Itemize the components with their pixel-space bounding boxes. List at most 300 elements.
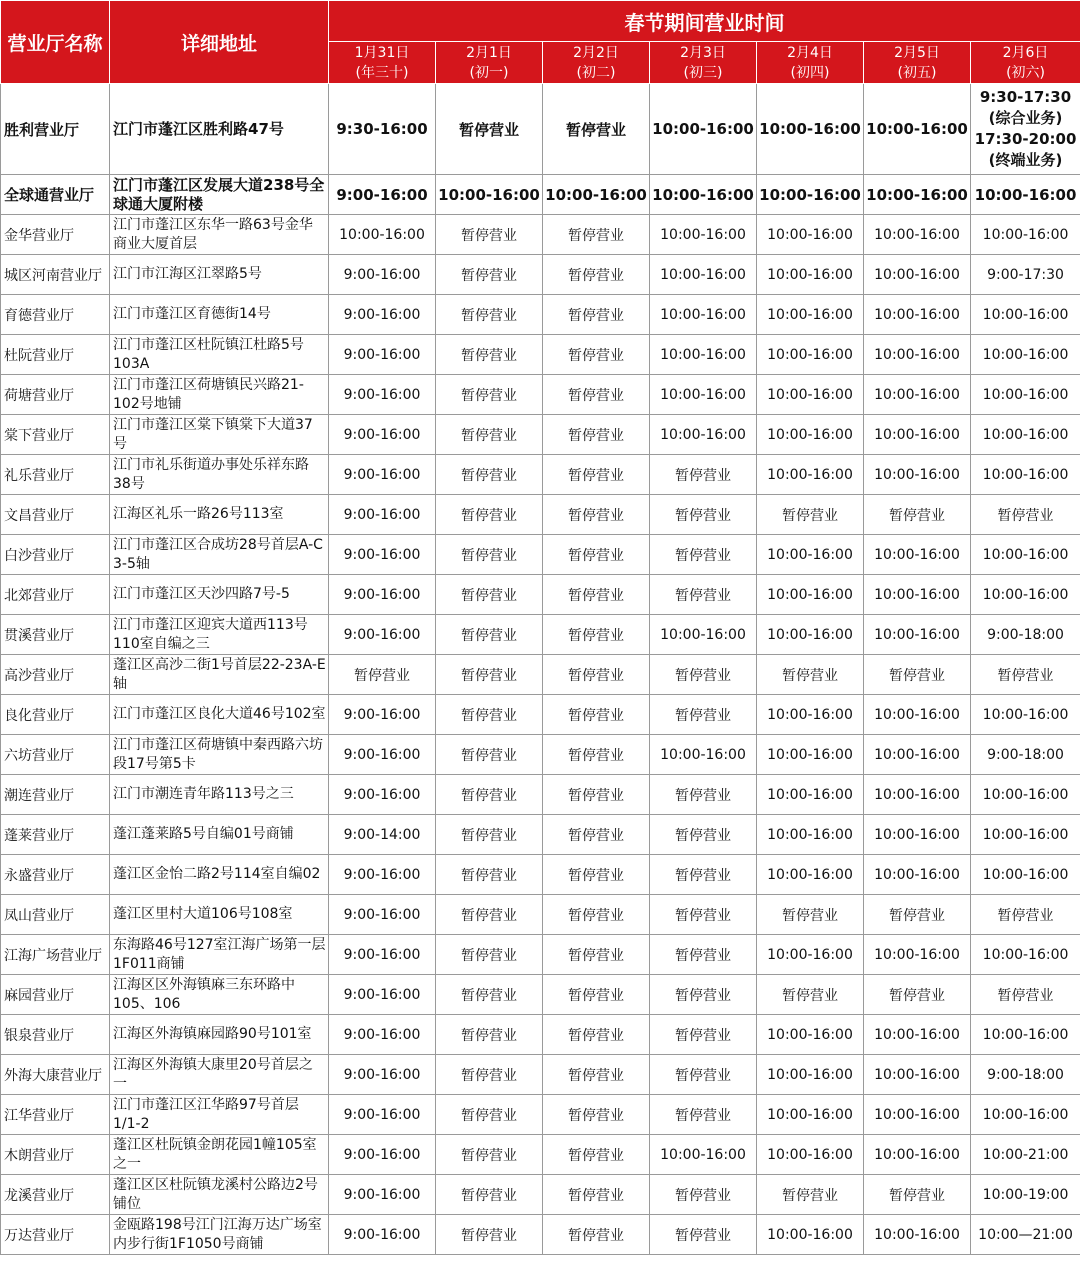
hours-cell: 暂停营业 (543, 895, 650, 935)
store-name: 金华营业厅 (1, 215, 110, 255)
hours-cell: 10:00-16:00 (864, 415, 971, 455)
hours-cell: 10:00-16:00 (971, 815, 1080, 855)
hours-cell: 10:00-16:00 (864, 455, 971, 495)
hours-cell: 暂停营业 (543, 455, 650, 495)
store-name: 杜阮营业厅 (1, 335, 110, 375)
hours-cell: 10:00-16:00 (864, 855, 971, 895)
hours-cell: 9:00-18:00 (971, 1055, 1080, 1095)
hours-cell: 暂停营业 (650, 575, 757, 615)
hours-cell: 9:00-16:00 (329, 1095, 436, 1135)
hours-cell: 9:00-16:00 (329, 255, 436, 295)
hours-cell: 10:00-16:00 (864, 1015, 971, 1055)
hours-cell: 10:00-16:00 (757, 1215, 864, 1255)
hours-cell: 暂停营业 (436, 1095, 543, 1135)
hours-cell: 9:00-16:00 (329, 295, 436, 335)
hours-cell: 10:00-16:00 (757, 84, 864, 175)
hours-cell: 10:00-16:00 (971, 455, 1080, 495)
header-date-2 (543, 42, 650, 84)
header-date-label: 2月6日 (1002, 44, 1049, 61)
table-row (1, 695, 1080, 735)
hours-cell: 10:00-16:00 (650, 295, 757, 335)
header-lunar-label: (年三十) (355, 64, 409, 81)
hours-cell: 10:00-16:00 (864, 695, 971, 735)
hours-cell: 10:00-16:00 (757, 1135, 864, 1175)
hours-cell: 10:00-16:00 (650, 375, 757, 415)
hours-cell: 暂停营业 (436, 615, 543, 655)
hours-cell: 9:00-16:00 (329, 455, 436, 495)
header-date-label: 2月3日 (680, 44, 726, 61)
hours-cell: 10:00-16:00 (650, 84, 757, 175)
hours-cell: 暂停营业 (436, 1215, 543, 1255)
hours-cell: 暂停营业 (971, 975, 1080, 1015)
hours-cell: 10:00-16:00 (971, 295, 1080, 335)
hours-cell: 10:00-16:00 (864, 815, 971, 855)
table-row (1, 335, 1080, 375)
hours-cell: 10:00-16:00 (971, 775, 1080, 815)
hours-cell: 暂停营业 (436, 295, 543, 335)
hours-cell: 10:00-16:00 (864, 1095, 971, 1135)
hours-cell: 暂停营业 (543, 1175, 650, 1215)
table-row (1, 1175, 1080, 1215)
store-address: 江门市蓬江区棠下镇棠下大道37号 (110, 415, 329, 455)
hours-cell: 暂停营业 (650, 495, 757, 535)
hours-cell: 暂停营业 (436, 84, 543, 175)
hours-line: (终端业务) (988, 151, 1063, 169)
store-address: 江海区区外海镇麻三东环路中105、106 (110, 975, 329, 1015)
hours-cell: 暂停营业 (543, 695, 650, 735)
store-name: 全球通营业厅 (1, 175, 110, 215)
hours-cell: 10:00-16:00 (650, 415, 757, 455)
store-address: 江门市潮连青年路113号之三 (110, 775, 329, 815)
hours-cell: 10:00-16:00 (971, 855, 1080, 895)
store-address: 江门市蓬江区江华路97号首层1/1-2 (110, 1095, 329, 1135)
hours-line: 9:30-17:30 (979, 88, 1072, 106)
hours-cell: 10:00-16:00 (757, 375, 864, 415)
header-date-0 (329, 42, 436, 84)
hours-cell: 暂停营业 (650, 655, 757, 695)
hours-cell: 10:00-16:00 (864, 1135, 971, 1175)
store-address: 江门市礼乐街道办事处乐祥东路38号 (110, 455, 329, 495)
store-name: 育德营业厅 (1, 295, 110, 335)
store-name: 城区河南营业厅 (1, 255, 110, 295)
hours-cell: 10:00-16:00 (757, 535, 864, 575)
hours-cell: 10:00-16:00 (757, 295, 864, 335)
hours-cell: 9:00-16:00 (329, 175, 436, 215)
store-name: 贯溪营业厅 (1, 615, 110, 655)
hours-cell: 暂停营业 (436, 415, 543, 455)
hours-cell: 暂停营业 (436, 255, 543, 295)
hours-cell: 暂停营业 (650, 1215, 757, 1255)
hours-cell: 暂停营业 (543, 775, 650, 815)
store-name: 银泉营业厅 (1, 1015, 110, 1055)
store-name: 棠下营业厅 (1, 415, 110, 455)
hours-cell: 10:00-16:00 (864, 375, 971, 415)
hours-cell: 暂停营业 (757, 655, 864, 695)
hours-cell: 10:00-21:00 (971, 1135, 1080, 1175)
table-row (1, 1015, 1080, 1055)
table-row (1, 175, 1080, 215)
hours-line: (综合业务) (988, 109, 1063, 127)
hours-cell: 暂停营业 (436, 655, 543, 695)
store-address: 蓬江区杜阮镇金朗花园1幢105室之一 (110, 1135, 329, 1175)
store-name: 礼乐营业厅 (1, 455, 110, 495)
table-row (1, 1055, 1080, 1095)
hours-cell: 9:00-16:00 (329, 375, 436, 415)
hours-cell: 9:00-16:00 (329, 415, 436, 455)
store-address: 东海路46号127室江海广场第一层1F011商铺 (110, 935, 329, 975)
hours-cell: 暂停营业 (436, 695, 543, 735)
hours-cell: 9:00-16:00 (329, 935, 436, 975)
store-name: 万达营业厅 (1, 1215, 110, 1255)
store-name: 白沙营业厅 (1, 535, 110, 575)
hours-cell: 暂停营业 (543, 415, 650, 455)
hours-cell: 10:00-16:00 (757, 255, 864, 295)
header-lunar-label: (初四) (790, 64, 830, 81)
header-date-label: 2月5日 (894, 44, 940, 61)
hours-cell: 10:00-16:00 (543, 175, 650, 215)
hours-cell: 10:00-16:00 (757, 215, 864, 255)
hours-cell: 暂停营业 (543, 1215, 650, 1255)
hours-line: 17:30-20:00 (974, 130, 1077, 148)
hours-cell: 10:00-16:00 (864, 335, 971, 375)
hours-cell: 9:30-16:00 (329, 84, 436, 175)
hours-cell: 暂停营业 (543, 935, 650, 975)
hours-cell: 暂停营业 (436, 895, 543, 935)
hours-cell: 9:00-16:00 (329, 615, 436, 655)
store-address: 蓬江区区杜阮镇龙溪村公路边2号铺位 (110, 1175, 329, 1215)
store-address: 江门市蓬江区胜利路47号 (110, 84, 329, 175)
hours-cell: 暂停营业 (543, 495, 650, 535)
store-address: 江门市蓬江区荷塘镇民兴路21-102号地铺 (110, 375, 329, 415)
header-holiday-hours: 春节期间营业时间 (329, 1, 1080, 42)
header-address: 详细地址 (110, 1, 329, 84)
hours-cell: 10:00-16:00 (757, 615, 864, 655)
header-lunar-label: (初六) (1006, 64, 1045, 81)
header-date-label: 1月31日 (354, 44, 410, 61)
store-name: 凤山营业厅 (1, 895, 110, 935)
hours-cell: 暂停营业 (864, 495, 971, 535)
hours-cell: 9:00-16:00 (329, 895, 436, 935)
hours-cell: 9:00-16:00 (329, 1135, 436, 1175)
hours-cell: 10:00-16:00 (650, 335, 757, 375)
hours-cell: 暂停营业 (864, 895, 971, 935)
hours-cell: 10:00-16:00 (971, 575, 1080, 615)
hours-cell: 9:00-16:00 (329, 535, 436, 575)
hours-cell: 9:00-16:00 (329, 575, 436, 615)
hours-cell: 10:00-16:00 (650, 215, 757, 255)
header-date-label: 2月4日 (787, 44, 833, 61)
hours-cell: 10:00-16:00 (864, 535, 971, 575)
store-name: 六坊营业厅 (1, 735, 110, 775)
hours-cell: 暂停营业 (436, 495, 543, 535)
hours-cell: 暂停营业 (436, 215, 543, 255)
hours-cell: 9:00-16:00 (329, 695, 436, 735)
store-address: 蓬江区里村大道106号108室 (110, 895, 329, 935)
store-address: 江门市蓬江区荷塘镇中秦西路六坊段17号第5卡 (110, 735, 329, 775)
hours-cell: 暂停营业 (543, 855, 650, 895)
table-row (1, 975, 1080, 1015)
hours-cell: 暂停营业 (757, 895, 864, 935)
header-lunar-label: (初五) (897, 64, 937, 81)
header-date-3 (650, 42, 757, 84)
hours-cell: 10:00-16:00 (757, 735, 864, 775)
hours-cell: 10:00-16:00 (971, 1015, 1080, 1055)
hours-cell: 暂停营业 (864, 655, 971, 695)
hours-cell: 9:00-14:00 (329, 815, 436, 855)
hours-cell: 10:00-16:00 (650, 615, 757, 655)
header-lunar-label: (初三) (683, 64, 723, 81)
table-row (1, 775, 1080, 815)
hours-cell: 9:00-18:00 (971, 615, 1080, 655)
hours-cell: 10:00-16:00 (864, 295, 971, 335)
hours-cell: 暂停营业 (436, 575, 543, 615)
hours-cell: 暂停营业 (543, 1055, 650, 1095)
hours-cell: 10:00-16:00 (650, 255, 757, 295)
hours-cell: 9:00-16:00 (329, 335, 436, 375)
hours-cell: 暂停营业 (436, 375, 543, 415)
hours-cell: 9:00-16:00 (329, 975, 436, 1015)
table-row (1, 1135, 1080, 1175)
hours-cell: 10:00-16:00 (757, 455, 864, 495)
hours-cell: 10:00-16:00 (971, 935, 1080, 975)
store-address: 江门市蓬江区杜阮镇江杜路5号103A (110, 335, 329, 375)
table-row (1, 535, 1080, 575)
table-row (1, 655, 1080, 695)
hours-cell: 暂停营业 (543, 735, 650, 775)
hours-cell: 10:00-16:00 (971, 1095, 1080, 1135)
table-row (1, 495, 1080, 535)
hours-cell: 10:00-16:00 (864, 775, 971, 815)
hours-cell: 暂停营业 (436, 1015, 543, 1055)
hours-cell: 9:00-16:00 (329, 1015, 436, 1055)
store-address: 江门市蓬江区东华一路63号金华商业大厦首层 (110, 215, 329, 255)
hours-cell: 暂停营业 (436, 735, 543, 775)
hours-cell: 10:00-16:00 (757, 695, 864, 735)
hours-cell: 暂停营业 (436, 1135, 543, 1175)
hours-cell: 10:00-16:00 (864, 575, 971, 615)
hours-cell: 10:00-16:00 (757, 775, 864, 815)
hours-cell: 暂停营业 (650, 935, 757, 975)
store-name: 江华营业厅 (1, 1095, 110, 1135)
hours-cell: 10:00-16:00 (757, 855, 864, 895)
header-date-4 (757, 42, 864, 84)
hours-cell: 暂停营业 (543, 295, 650, 335)
hours-cell: 10:00-16:00 (864, 935, 971, 975)
hours-cell: 暂停营业 (543, 575, 650, 615)
store-address: 蓬江区高沙二街1号首层22-23A-E轴 (110, 655, 329, 695)
hours-cell: 暂停营业 (971, 655, 1080, 695)
hours-cell: 暂停营业 (650, 695, 757, 735)
store-address: 江门市蓬江区育德街14号 (110, 295, 329, 335)
hours-cell: 10:00-16:00 (757, 935, 864, 975)
store-address: 蓬江区金怡二路2号114室自编02 (110, 855, 329, 895)
hours-cell: 10:00-16:00 (650, 735, 757, 775)
hours-cell: 暂停营业 (650, 455, 757, 495)
hours-cell: 9:00-16:00 (329, 495, 436, 535)
hours-cell: 10:00-16:00 (971, 695, 1080, 735)
hours-cell: 10:00-16:00 (436, 175, 543, 215)
store-name: 荷塘营业厅 (1, 375, 110, 415)
store-address: 蓬江蓬莱路5号自编01号商铺 (110, 815, 329, 855)
hours-cell: 暂停营业 (436, 1055, 543, 1095)
hours-cell: 暂停营业 (864, 1175, 971, 1215)
hours-cell: 暂停营业 (757, 495, 864, 535)
hours-cell: 9:00-16:00 (329, 1175, 436, 1215)
table-row (1, 935, 1080, 975)
header-date-label: 2月2日 (573, 44, 619, 61)
hours-cell: 10:00-16:00 (650, 1135, 757, 1175)
store-name: 潮连营业厅 (1, 775, 110, 815)
hours-cell: 10:00-19:00 (971, 1175, 1080, 1215)
hours-cell: 暂停营业 (650, 975, 757, 1015)
table-row (1, 375, 1080, 415)
header-lunar-label: (初二) (576, 64, 616, 81)
store-name: 良化营业厅 (1, 695, 110, 735)
hours-cell: 10:00-16:00 (757, 335, 864, 375)
store-name: 北郊营业厅 (1, 575, 110, 615)
hours-cell: 10:00-16:00 (864, 255, 971, 295)
hours-cell: 暂停营业 (650, 815, 757, 855)
hours-cell: 暂停营业 (650, 535, 757, 575)
table-row (1, 615, 1080, 655)
header-date-1 (436, 42, 543, 84)
table-body (1, 84, 1080, 1255)
hours-cell: 暂停营业 (543, 335, 650, 375)
hours-cell: 暂停营业 (543, 1015, 650, 1055)
header-date-5 (864, 42, 971, 84)
hours-cell: 10:00—21:00 (971, 1215, 1080, 1255)
store-address: 江门市蓬江区发展大道238号全球通大厦附楼 (110, 175, 329, 215)
table-row (1, 815, 1080, 855)
table-row (1, 84, 1080, 175)
table-row (1, 215, 1080, 255)
hours-cell: 暂停营业 (543, 375, 650, 415)
hours-cell: 暂停营业 (329, 655, 436, 695)
store-name: 龙溪营业厅 (1, 1175, 110, 1215)
hours-cell: 暂停营业 (436, 1175, 543, 1215)
hours-cell: 10:00-16:00 (329, 215, 436, 255)
table-row (1, 895, 1080, 935)
store-name: 外海大康营业厅 (1, 1055, 110, 1095)
hours-cell: 暂停营业 (436, 855, 543, 895)
table-row (1, 295, 1080, 335)
hours-cell: 暂停营业 (650, 1015, 757, 1055)
hours-cell: 暂停营业 (543, 815, 650, 855)
hours-cell: 暂停营业 (436, 455, 543, 495)
hours-cell: 暂停营业 (543, 615, 650, 655)
hours-cell: 10:00-16:00 (757, 815, 864, 855)
store-name: 麻园营业厅 (1, 975, 110, 1015)
hours-cell: 9:00-16:00 (329, 775, 436, 815)
hours-cell: 10:00-16:00 (971, 215, 1080, 255)
store-address: 江门市蓬江区迎宾大道西113号110室自编之三 (110, 615, 329, 655)
hours-cell: 暂停营业 (543, 255, 650, 295)
table-row (1, 575, 1080, 615)
hours-cell: 10:00-16:00 (757, 1055, 864, 1095)
store-name: 胜利营业厅 (1, 84, 110, 175)
store-address: 江门市蓬江区合成坊28号首层A-C 3-5轴 (110, 535, 329, 575)
hours-cell: 暂停营业 (650, 775, 757, 815)
table-row (1, 855, 1080, 895)
hours-cell: 暂停营业 (543, 84, 650, 175)
store-address: 江门市江海区江翠路5号 (110, 255, 329, 295)
store-name: 蓬莱营业厅 (1, 815, 110, 855)
hours-cell: 暂停营业 (543, 1135, 650, 1175)
store-address: 江海区外海镇大康里20号首层之一 (110, 1055, 329, 1095)
hours-cell: 暂停营业 (543, 1095, 650, 1135)
hours-cell: 10:00-16:00 (864, 84, 971, 175)
hours-cell: 暂停营业 (650, 1095, 757, 1135)
hours-cell: 暂停营业 (864, 975, 971, 1015)
hours-cell: 暂停营业 (650, 1055, 757, 1095)
table-row (1, 455, 1080, 495)
hours-cell: 10:00-16:00 (757, 415, 864, 455)
store-address: 江海区外海镇麻园路90号101室 (110, 1015, 329, 1055)
store-name: 江海广场营业厅 (1, 935, 110, 975)
hours-cell: 暂停营业 (650, 1175, 757, 1215)
hours-cell: 暂停营业 (543, 975, 650, 1015)
hours-cell: 暂停营业 (436, 815, 543, 855)
hours-cell: 暂停营业 (436, 975, 543, 1015)
hours-cell: 10:00-16:00 (971, 535, 1080, 575)
hours-cell: 10:00-16:00 (971, 175, 1080, 215)
hours-cell: 10:00-16:00 (757, 575, 864, 615)
hours-cell: 10:00-16:00 (971, 335, 1080, 375)
hours-cell: 9:00-18:00 (971, 735, 1080, 775)
hours-cell: 暂停营业 (543, 655, 650, 695)
store-address: 金瓯路198号江门江海万达广场室内步行街1F1050号商铺 (110, 1215, 329, 1255)
hours-cell: 10:00-16:00 (864, 615, 971, 655)
store-address: 江海区礼乐一路26号113室 (110, 495, 329, 535)
table-row (1, 735, 1080, 775)
hours-cell: 暂停营业 (757, 975, 864, 1015)
header-store-name: 营业厅名称 (1, 1, 110, 84)
hours-cell: 暂停营业 (757, 1175, 864, 1215)
hours-cell: 10:00-16:00 (864, 1055, 971, 1095)
hours-cell: 10:00-16:00 (971, 415, 1080, 455)
header-date-6 (971, 42, 1080, 84)
hours-cell: 暂停营业 (650, 895, 757, 935)
hours-cell: 10:00-16:00 (971, 375, 1080, 415)
hours-cell: 暂停营业 (436, 535, 543, 575)
hours-cell: 暂停营业 (650, 855, 757, 895)
store-name: 高沙营业厅 (1, 655, 110, 695)
hours-cell: 暂停营业 (436, 935, 543, 975)
store-address: 江门市蓬江区良化大道46号102室 (110, 695, 329, 735)
hours-cell: 10:00-16:00 (864, 1215, 971, 1255)
hours-cell: 9:00-16:00 (329, 855, 436, 895)
hours-cell: 暂停营业 (436, 775, 543, 815)
table-row (1, 1215, 1080, 1255)
hours-cell: 暂停营业 (436, 335, 543, 375)
hours-cell: 10:00-16:00 (650, 175, 757, 215)
hours-cell: 10:00-16:00 (757, 1095, 864, 1135)
hours-cell: 暂停营业 (971, 895, 1080, 935)
table-row (1, 415, 1080, 455)
hours-cell: 9:00-16:00 (329, 1055, 436, 1095)
hours-cell: 10:00-16:00 (757, 1015, 864, 1055)
hours-cell: 暂停营业 (543, 215, 650, 255)
hours-cell: 10:00-16:00 (864, 735, 971, 775)
store-name: 永盛营业厅 (1, 855, 110, 895)
hours-cell: 10:00-16:00 (757, 175, 864, 215)
hours-cell: 9:00-16:00 (329, 1215, 436, 1255)
hours-cell: 10:00-16:00 (864, 175, 971, 215)
hours-cell: 9:00-17:30 (971, 255, 1080, 295)
store-address: 江门市蓬江区天沙四路7号-5 (110, 575, 329, 615)
header-lunar-label: (初一) (469, 64, 509, 81)
table-row (1, 1095, 1080, 1135)
